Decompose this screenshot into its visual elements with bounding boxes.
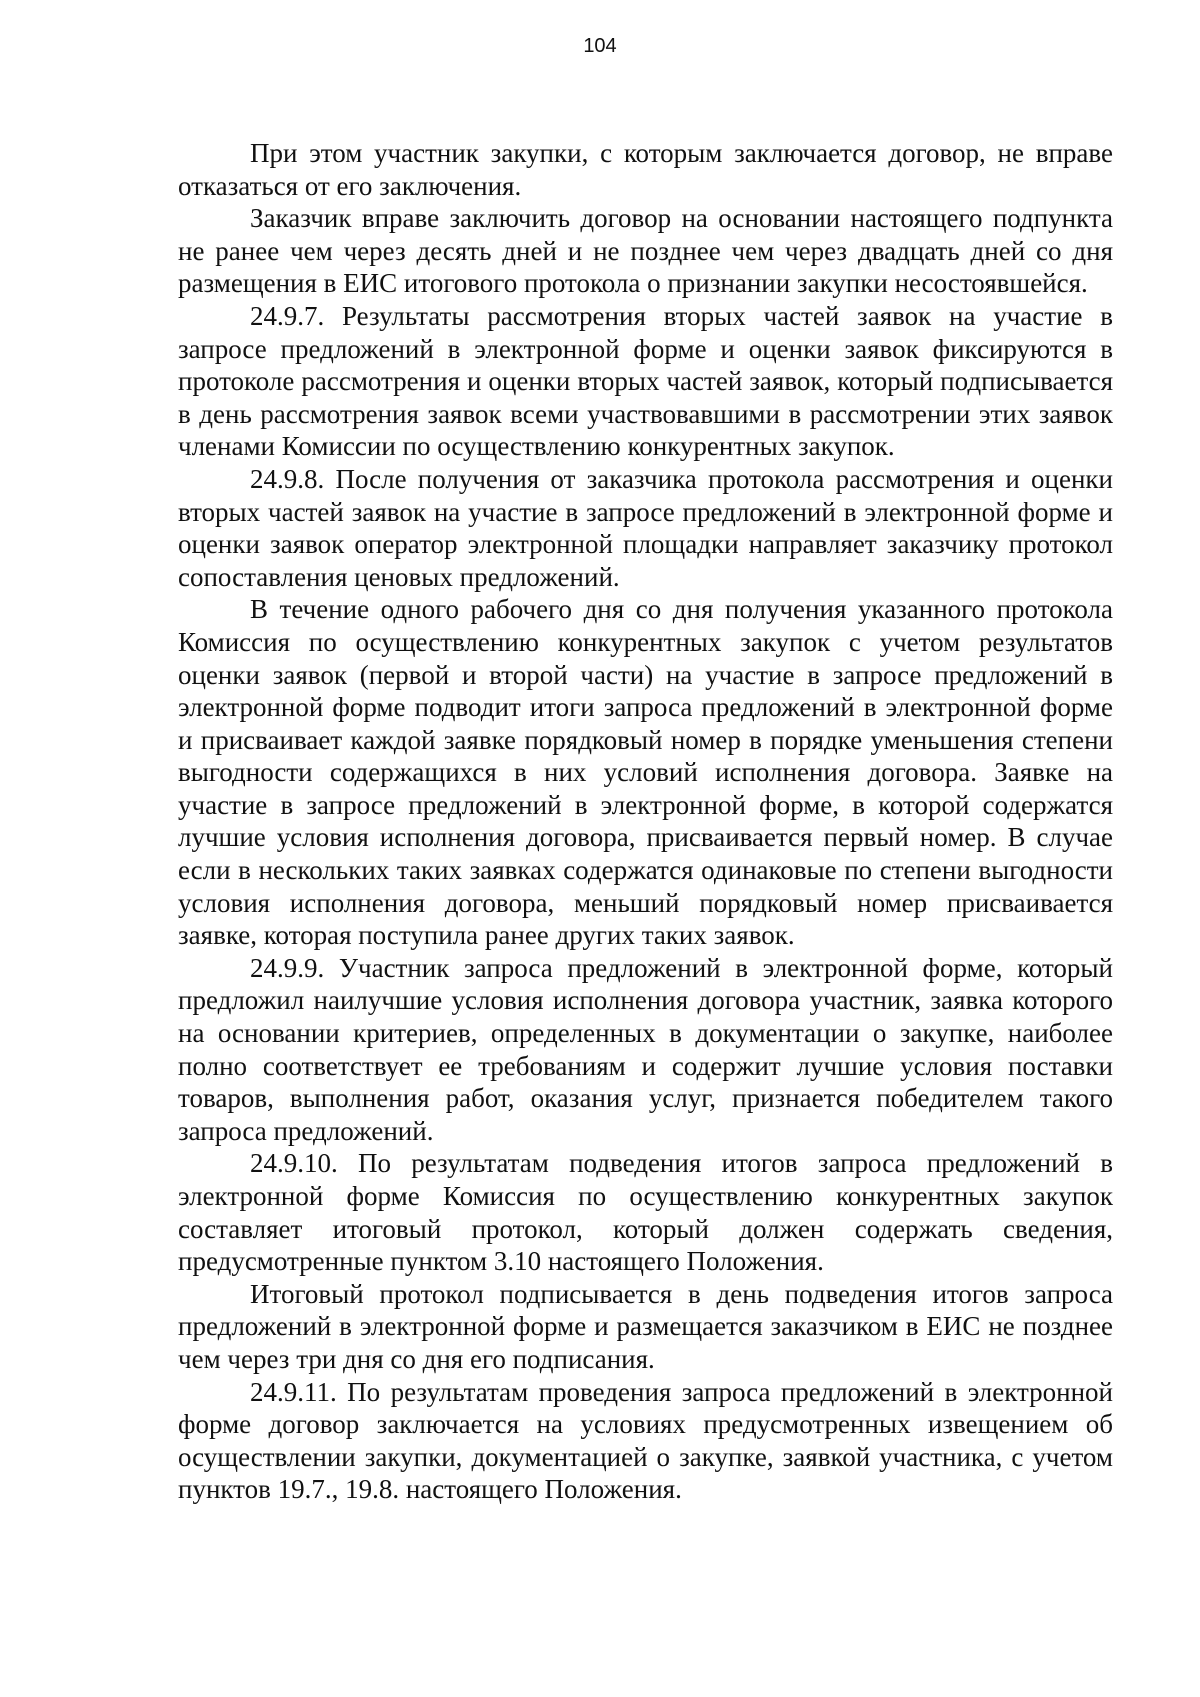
paragraph-24-9-9: 24.9.9. Участник запроса предложений в электронной форме, который предложил наилучшие условия исполнения договора участник, заявка которого на основании критериев, определенных в документации о закупке, наиболее полно соответствует ее требованиям и содержит лучшие условия поставки товаров, выполнения работ, оказания услуг, признается победителем такого запроса предложений. bbox=[178, 952, 1113, 1146]
document-body bbox=[178, 137, 1113, 1506]
paragraph-24-9-8: 24.9.8. После получения от заказчика протокола рассмотрения и оценки вторых частей заявок на участие в запросе предложений в электронной форме и оценки заявок оператор электронной площадки направляет заказчику протокол сопоставления ценовых предложений. bbox=[178, 463, 1113, 592]
paragraph-24-9-11: 24.9.11. По результатам проведения запроса предложений в электронной форме договор заключается на условиях предусмотренных извещением об осуществлении закупки, документацией о закупке, заявкой участника, с учетом пунктов 19.7., 19.8. настоящего Положения. bbox=[178, 1376, 1113, 1505]
paragraph-final-protocol: Итоговый протокол подписывается в день подведения итогов запроса предложений в электронной форме и размещается заказчиком в ЕИС не позднее чем через три дня со дня его подписания. bbox=[178, 1278, 1113, 1374]
page-number: 104 bbox=[583, 35, 617, 57]
paragraph-24-9-7: 24.9.7. Результаты рассмотрения вторых частей заявок на участие в запросе предложений в электронной форме и оценки заявок фиксируются в протоколе рассмотрения и оценки вторых частей заявок, который подписывается в день рассмотрения заявок всеми участвовавшими в рассмотрении этих заявок членами Комиссии по осуществлению конкурентных закупок. bbox=[178, 300, 1113, 462]
paragraph-customer-right: Заказчик вправе заключить договор на основании настоящего подпункта не ранее чем через десять дней и не позднее чем через двадцать дней со дня размещения в ЕИС итогового протокола о признании закупки несостоявшейся. bbox=[178, 203, 1113, 299]
paragraph-24-9-10: 24.9.10. По результатам подведения итогов запроса предложений в электронной форме Комиссия по осуществлению конкурентных закупок составляет итоговый протокол, который должен содержать сведения, предусмотренные пунктом 3.10 настоящего Положения. bbox=[178, 1148, 1113, 1277]
paragraph-ranking: В течение одного рабочего дня со дня получения указанного протокола Комиссия по осуществлению конкурентных закупок с учетом результатов оценки заявок (первой и второй части) на участие в запросе предложений в электронной форме подводит итоги запроса предложений в электронной форме и присваивает каждой заявке порядковый номер в порядке уменьшения степени выгодности содержащихся в них условий исполнения договора. Заявке на участие в запросе предложений в электронной форме, в которой содержатся лучшие условия исполнения договора, присваивается первый номер. В случае если в нескольких таких заявках содержатся одинаковые по степени выгодности условия исполнения договора, меньший порядковый номер присваивается заявке, которая поступила ранее других таких заявок. bbox=[178, 594, 1113, 951]
paragraph-participant-refusal: При этом участник закупки, с которым заключается договор, не вправе отказаться от его заключения. bbox=[178, 138, 1113, 201]
